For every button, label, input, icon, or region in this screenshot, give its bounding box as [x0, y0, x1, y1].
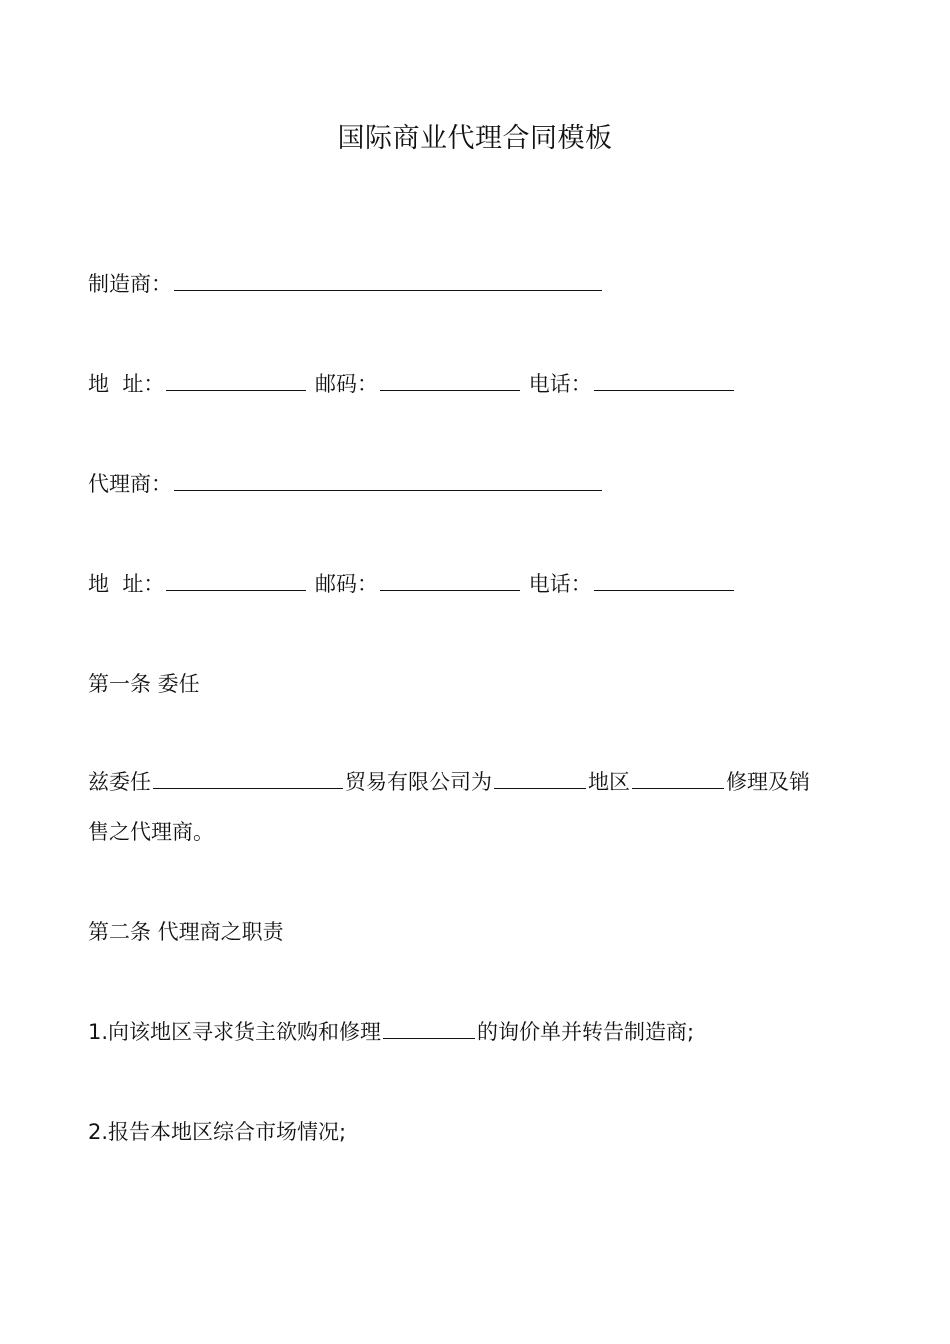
art1-text-3: 地区	[588, 770, 630, 794]
region-blank[interactable]	[494, 768, 586, 789]
item1-text-a: 1.向该地区寻求货主欲购和修理	[88, 1020, 382, 1044]
phone-label: 电话：	[528, 372, 592, 396]
company-blank[interactable]	[153, 768, 343, 789]
manufacturer-blank[interactable]	[174, 270, 602, 291]
phone-label: 电话：	[528, 572, 592, 596]
phone-blank[interactable]	[594, 370, 734, 391]
item1-blank[interactable]	[383, 1018, 475, 1039]
manufacturer-address-line	[88, 360, 736, 408]
phone-blank[interactable]	[594, 570, 734, 591]
art1-text-2: 贸易有限公司为	[345, 770, 492, 794]
article-2-item-1	[88, 1008, 694, 1056]
zip-label: 邮码：	[315, 372, 379, 396]
document-title: 国际商业代理合同模板	[337, 123, 613, 154]
article-1-line-2: 售之代理商。	[88, 820, 214, 844]
zip-label: 邮码：	[315, 572, 379, 596]
agent-line	[88, 460, 604, 508]
art1-text-4: 修理及销	[726, 770, 810, 794]
manufacturer-label: 制造商：	[88, 272, 172, 296]
zip-blank[interactable]	[380, 370, 520, 391]
agent-label: 代理商：	[88, 472, 172, 496]
manufacturer-line	[88, 260, 604, 308]
item1-text-b: 的询价单并转告制造商;	[477, 1020, 695, 1044]
address-blank[interactable]	[166, 370, 306, 391]
article-1-line-1	[88, 758, 810, 806]
address-label: 地 址：	[88, 572, 165, 596]
article-2-heading: 第二条 代理商之职责	[88, 920, 284, 944]
article-1-heading: 第一条 委任	[88, 672, 200, 696]
art1-text-1: 兹委任	[88, 770, 151, 794]
article-2-item-2: 2.报告本地区综合市场情况;	[88, 1120, 347, 1144]
address-blank[interactable]	[166, 570, 306, 591]
agent-blank[interactable]	[174, 470, 602, 491]
product-blank[interactable]	[632, 768, 724, 789]
agent-address-line	[88, 560, 736, 608]
address-label: 地 址：	[88, 372, 165, 396]
zip-blank[interactable]	[380, 570, 520, 591]
